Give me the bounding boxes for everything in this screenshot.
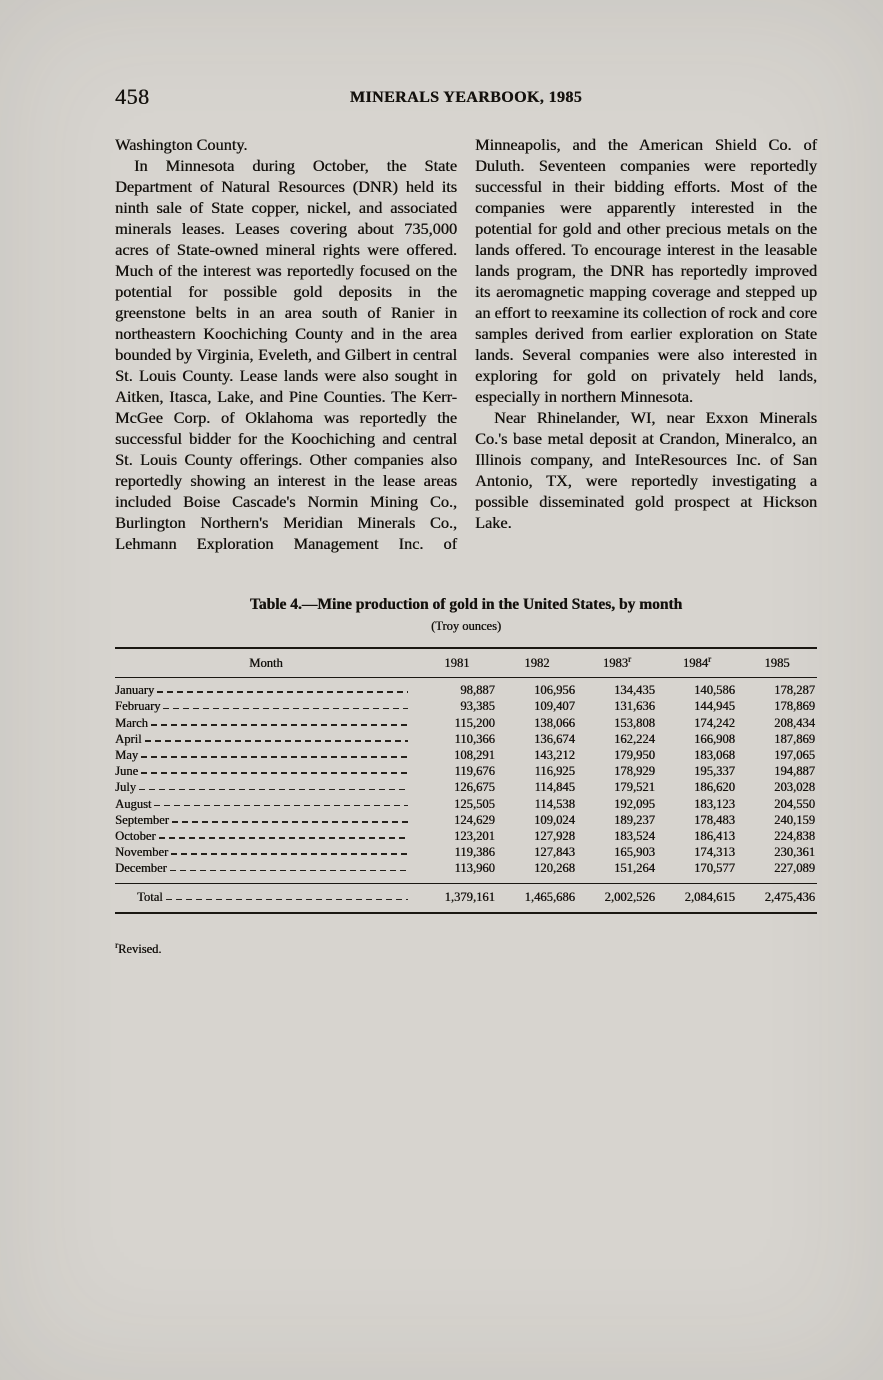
value-cell: 136,674 (533, 731, 575, 746)
paragraph: In Minnesota during October, the State Department of Natural Resources (DNR) held its ninth sale of State copper, nickel, and associated minerals leases. Leases covering about 735,000 acres of State-owned mineral rights were offered. Much of the interest was reportedly focused on the potential for possible gold deposits in the greenstone belts in an area south of Ranier in northeastern Koochiching County and in the area bounded by Virginia, Eveleth, and Gilbert in central St. Louis County. Lease lands were also sought in Aitken, Itasca, Lake, and Pine Counties. The Kerr-McGee Corp. of Oklahoma was reportedly the successful bidder for the Koochiching and central St. Louis County offerings. Other companies also reportedly showing an interest in the lease areas included Boise Cascade's Normin Mining Co., Burlington Northern's Meridian Minerals Co., Lehmann Exploration Management Inc. of Minneapolis, and the American Shield Co. of Duluth. Seventeen companies were reportedly successful in their bidding efforts. Most of the companies were apparently interested in the potential for gold and other precious metals on the lands offered. To encourage interest in the leasable lands program, the DNR has reportedly improved its aeromagnetic mapping coverage and stepped up an effort to reexamine its collection of rock and core samples derived from earlier exploration on State lands. Several companies were also interested in exploring for gold on privately held lands, especially in northern Minnesota. (115, 135, 817, 553)
total-cell: 2,084,615 (657, 884, 737, 914)
value-cell: 178,287 (774, 683, 815, 698)
month-label: February (115, 699, 161, 714)
value-cell: 113,960 (454, 861, 495, 876)
value-cell: 123,201 (453, 828, 495, 843)
table-row (115, 861, 817, 884)
month-label: July (115, 780, 136, 795)
value-cell: 115,200 (454, 715, 495, 730)
value-cell: 240,159 (774, 812, 815, 827)
table-row (115, 764, 817, 780)
dash-leader (142, 733, 417, 746)
value-cell: 174,313 (694, 845, 735, 860)
value-cell: 186,620 (694, 780, 735, 795)
value-cell: 134,435 (613, 683, 655, 698)
table-subtitle: (Troy ounces) (430, 619, 502, 633)
month-label: December (115, 861, 167, 876)
value-cell: 143,212 (533, 747, 575, 762)
value-cell: 178,869 (774, 699, 815, 714)
dash-leader (167, 862, 417, 875)
value-cell: 179,521 (613, 780, 655, 795)
table-row (115, 796, 817, 812)
value-cell: 119,676 (454, 764, 495, 779)
value-cell: 187,869 (774, 731, 815, 746)
dash-leader (154, 684, 417, 697)
month-label: April (115, 731, 142, 746)
value-cell: 116,925 (534, 764, 575, 779)
value-cell: 194,887 (774, 764, 815, 779)
total-cell: 2,002,526 (577, 884, 657, 914)
column-header-year: 1982 (497, 648, 577, 678)
value-cell: 127,843 (533, 845, 575, 860)
page-content (115, 84, 817, 957)
value-cell: 162,224 (613, 731, 655, 746)
value-cell: 204,550 (774, 796, 815, 811)
value-cell: 110,366 (454, 731, 495, 746)
value-cell: 183,068 (694, 747, 735, 762)
value-cell: 151,264 (613, 861, 655, 876)
value-cell: 230,361 (774, 845, 815, 860)
value-cell: 183,524 (613, 828, 655, 843)
value-cell: 153,808 (613, 715, 655, 730)
month-label: June (115, 764, 139, 779)
value-cell: 131,636 (613, 699, 655, 714)
table-footnote: $^r$Revised. (115, 940, 162, 957)
paragraph: Near Rhinelander, WI, near Exxon Minerals Co.'s base metal deposit at Crandon, Mineralco, an Illinois company, and InteResources Inc. of San Antonio, TX, were reportedly investigating a possible disseminated gold prospect at Hickson Lake. (475, 408, 817, 532)
column-header-year: 1983$^r$ (577, 648, 657, 678)
column-header-year: 1984$^r$ (657, 648, 737, 678)
dash-leader (138, 765, 417, 778)
value-cell: 125,505 (453, 796, 495, 811)
value-cell: 106,956 (533, 683, 575, 698)
article-text (115, 134, 817, 554)
value-cell: 224,838 (774, 828, 815, 843)
value-cell: 165,903 (613, 845, 655, 860)
value-cell: 174,242 (694, 715, 735, 730)
month-label: August (115, 796, 152, 811)
value-cell: 109,407 (533, 699, 575, 714)
table-row (115, 828, 817, 844)
value-cell: 178,483 (694, 812, 735, 827)
dash-leader (138, 749, 417, 762)
table-header-row (115, 648, 817, 678)
value-cell: 203,028 (774, 780, 815, 795)
value-cell: 114,845 (534, 780, 575, 795)
month-label: March (115, 715, 148, 730)
column-header-year: 1981 (417, 648, 497, 678)
gold-production-table (115, 647, 817, 914)
total-cell: 1,465,686 (497, 884, 577, 914)
running-header: MINERALS YEARBOOK, 1985 (349, 89, 583, 106)
table-row (115, 747, 817, 763)
table-row (115, 699, 817, 715)
value-cell: 183,123 (694, 796, 735, 811)
value-cell: 170,577 (694, 861, 735, 876)
dash-leader (169, 814, 417, 827)
value-cell: 189,237 (613, 812, 655, 827)
value-cell: 227,089 (774, 861, 815, 876)
total-label: Total (137, 890, 163, 905)
month-label: January (115, 683, 155, 698)
table-total-row (115, 884, 817, 914)
value-cell: 126,675 (453, 780, 495, 795)
table-section (115, 596, 817, 957)
value-cell: 144,945 (694, 699, 735, 714)
month-label: November (115, 845, 169, 860)
page-header (115, 84, 817, 114)
table-row (115, 678, 817, 699)
value-cell: 98,887 (460, 683, 495, 698)
value-cell: 93,385 (460, 699, 495, 714)
dash-leader (156, 830, 417, 843)
value-cell: 192,095 (613, 796, 655, 811)
section-heading: Washington County. (115, 135, 248, 154)
value-cell: 109,024 (533, 812, 575, 827)
value-cell: 114,538 (534, 796, 575, 811)
table-row (115, 780, 817, 796)
total-cell: 1,379,161 (417, 884, 497, 914)
value-cell: 178,929 (613, 764, 655, 779)
table-title: Table 4.—Mine production of gold in the United States, by month (249, 596, 683, 613)
value-cell: 179,950 (613, 747, 655, 762)
month-label: October (115, 828, 156, 843)
value-cell: 119,386 (454, 845, 495, 860)
value-cell: 195,337 (694, 764, 735, 779)
table-row (115, 812, 817, 828)
value-cell: 197,065 (774, 747, 815, 762)
dash-leader (136, 782, 417, 795)
value-cell: 166,908 (694, 731, 735, 746)
table-row (115, 731, 817, 747)
table-row (115, 715, 817, 731)
value-cell: 108,291 (453, 747, 495, 762)
page-number: 458 (115, 84, 150, 109)
total-cell: 2,475,436 (737, 884, 817, 914)
value-cell: 138,066 (533, 715, 575, 730)
column-header-month: Month (115, 648, 417, 678)
dash-leader (163, 891, 417, 904)
month-label: May (115, 747, 139, 762)
month-label: September (115, 812, 169, 827)
dash-leader (151, 798, 416, 811)
column-header-year: 1985 (737, 648, 817, 678)
value-cell: 127,928 (533, 828, 575, 843)
dash-leader (160, 701, 416, 714)
value-cell: 208,434 (774, 715, 815, 730)
value-cell: 186,413 (694, 828, 735, 843)
value-cell: 120,268 (533, 861, 575, 876)
table-row (115, 844, 817, 860)
value-cell: 124,629 (453, 812, 495, 827)
value-cell: 140,586 (694, 683, 735, 698)
dash-leader (168, 846, 417, 859)
dash-leader (148, 717, 417, 730)
